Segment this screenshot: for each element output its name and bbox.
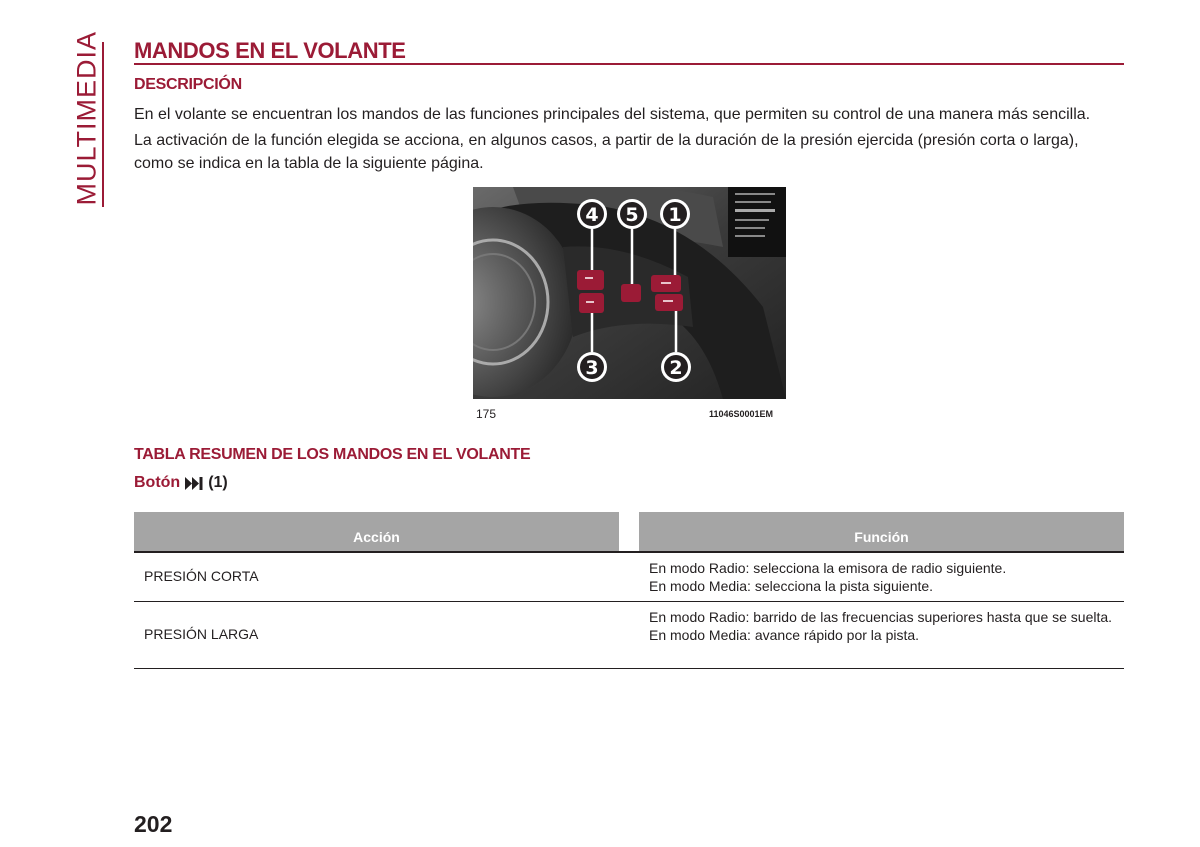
steering-wheel-controls-figure — [473, 187, 786, 399]
side-tab — [70, 30, 104, 207]
button-label: Botón — [134, 474, 181, 491]
display-screen — [728, 187, 786, 257]
callout-4 — [577, 199, 607, 229]
button-2-prev — [655, 294, 683, 311]
svg-text:4: 4 — [585, 204, 599, 226]
callout-3 — [577, 352, 607, 382]
table-header-rule — [134, 551, 1124, 553]
function-line: En modo Media: avance rápido por la pista. — [649, 627, 920, 643]
description-paragraph-2: La activación de la función elegida se acciona, en algunos casos, a partir de la duración de la presión ejercida (presión corta o larga), como se indica en la tabla de la siguiente página. — [134, 132, 1079, 172]
callout-1 — [660, 199, 690, 229]
svg-text:1: 1 — [668, 204, 682, 226]
svg-text:3: 3 — [585, 357, 599, 379]
callout-2 — [661, 352, 691, 382]
description-paragraph-1: En el volante se encuentran los mandos de las funciones principales del sistema, que permiten su control de una manera más sencilla. — [134, 106, 1091, 123]
callout-5 — [617, 199, 647, 229]
svg-text:5: 5 — [625, 204, 639, 226]
button-4-phone — [577, 270, 604, 290]
figure-id: 175 — [476, 407, 497, 421]
figure-code: 11046S0001EM — [709, 409, 774, 419]
skip-forward-icon — [185, 477, 203, 490]
table-header-action: Acción — [134, 512, 619, 551]
button-number: (1) — [208, 474, 228, 491]
steering-wheel-illustration — [473, 187, 786, 399]
function-line: En modo Radio: selecciona la emisora de radio siguiente. — [649, 560, 1007, 576]
svg-text:2: 2 — [669, 357, 683, 379]
description-heading: DESCRIPCIÓN — [134, 76, 242, 93]
table-header-function: Función — [639, 512, 1124, 551]
table-row-1-function — [649, 559, 1119, 595]
title-rule — [134, 63, 1124, 65]
table-row-2-action: PRESIÓN LARGA — [144, 626, 259, 642]
table-row-2-function — [649, 608, 1119, 644]
button-heading — [134, 474, 228, 492]
button-5-source — [621, 284, 641, 302]
section-title: MANDOS EN EL VOLANTE — [134, 38, 406, 63]
page-number: 202 — [134, 811, 173, 837]
function-line: En modo Media: selecciona la pista siguiente. — [649, 578, 934, 594]
side-tab-label: MULTIMEDIA — [71, 30, 102, 206]
table-bottom-rule — [134, 668, 1124, 669]
summary-heading: TABLA RESUMEN DE LOS MANDOS EN EL VOLANTE — [134, 446, 531, 463]
function-line: En modo Radio: barrido de las frecuencias superiores hasta que se suelta. — [649, 609, 1113, 625]
table-row-1-action: PRESIÓN CORTA — [144, 568, 259, 584]
table-row-divider — [134, 601, 1124, 602]
